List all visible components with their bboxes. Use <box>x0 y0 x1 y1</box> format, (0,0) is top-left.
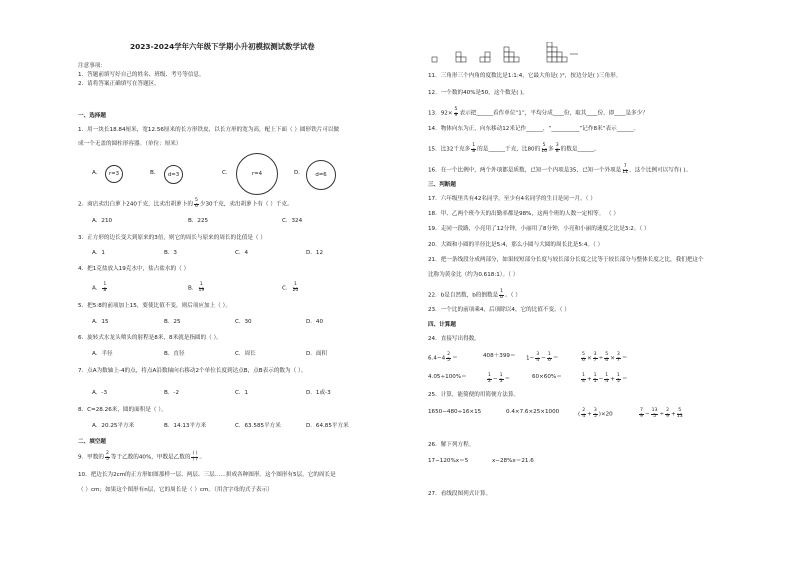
q7-option-a: A．-3 <box>92 390 107 396</box>
section-fill: 二、填空题 <box>78 439 106 445</box>
circle-icon <box>105 165 123 183</box>
q7-option-c: C．1 <box>235 390 249 396</box>
circle-label: r=4 <box>251 171 263 177</box>
q27-text: 27．看线段图列式计算。 <box>428 491 492 497</box>
q2-option-b: B．225 <box>188 218 209 224</box>
q25-expr-3: ( $\frac{2}{4}$ + $\frac{3}{5}$ )×20 <box>578 408 613 419</box>
q11-text: 11．三角形三个内角的度数比是1:1:4，它最大角是( )°，按边分是( )三角形。 <box>428 73 622 79</box>
circle-icon <box>236 153 278 195</box>
q1-option-b: B． <box>150 170 160 176</box>
q7-option-d: D．1或-3 <box>306 390 331 396</box>
fraction: $\frac{5}{6}$ <box>194 198 198 209</box>
q6-option-d: D．面积 <box>306 351 328 357</box>
fraction: $\frac{5}{6}$ <box>605 352 609 363</box>
q24-expr-3: 1− $\frac{3}{4}$ − $\frac{1}{6}$ ＝ <box>526 352 559 363</box>
q1-line1: 1．用一块长18.84厘米，宽12.56厘米的长方形铁皮，以长方形的宽为高，配上下面（ ）圆形铁片可以做 <box>78 127 340 133</box>
q1-line2: 成一个无盖的圆柱形容器。（单位：厘米） <box>78 141 182 147</box>
fraction: $\frac{2}{4}$ <box>582 408 586 419</box>
fraction: $\frac{3}{7}$ <box>616 352 620 363</box>
q6-option-a: A．半径 <box>92 351 113 357</box>
q24-expr-2: 408＋399＝ <box>483 353 516 359</box>
section-calc: 四、计算题 <box>428 322 456 328</box>
q8-option-d: D．64.85平方米 <box>306 423 349 429</box>
notes-item-1: 1．答题前填写好自己的姓名、班级、考号等信息。 <box>78 72 205 78</box>
q1-option-a: A． <box>92 170 102 176</box>
fraction: $\frac{1}{5}$ <box>593 373 597 384</box>
q25-text: 25．计算，能简便的用简便方法算。 <box>428 392 520 398</box>
notes-heading: 注意事项： <box>78 63 106 69</box>
q1-option-c: C． <box>222 170 232 176</box>
q8-text: 8．C=28.26米，圆的面积是（ ）。 <box>78 407 167 413</box>
q3-option-a: A．1 <box>92 250 105 256</box>
q3-option-d: D．12 <box>306 250 324 256</box>
q13-text: 13．92× $\frac{5}{9}$ 表示把______看作单位“1”，平均分成____份，取其____份，即____是多少？ <box>428 107 648 118</box>
fraction: $\frac{1}{b}$ <box>500 289 504 300</box>
q14-text: 14．物体向东为正，向东移动12米记作______，“__________”记作8米“表示______。 <box>428 126 640 132</box>
q5-option-c: C．30 <box>235 319 252 325</box>
fraction: $\frac{1}{20}$ <box>292 282 299 293</box>
q1-option-d: D． <box>294 170 304 176</box>
circle-label: d=6 <box>315 172 327 178</box>
q20-text: 20．大圆和小圆的半径比是5:4，那么小圆与大圆的周长比是5:4。（ ） <box>428 242 604 248</box>
fraction: $\frac{2}{5}$ <box>447 352 451 363</box>
q21-line2: 比称为黄金比（约为0.618:1）。（ ） <box>428 272 519 278</box>
fraction: $\frac{2}{5}$ <box>105 451 109 462</box>
q5-option-b: B．25 <box>164 319 181 325</box>
q24-expr-4: $\frac{5}{6}$ × $\frac{3}{7}$ ÷ $\frac{5}{6}$ × $\frac{3}{7}$ ＝ <box>582 352 628 363</box>
fraction: $\frac{1}{2}$ <box>488 373 491 384</box>
q15-text: 15．比32千克多 $\frac{1}{8}$ 的是______千克，比80的 $\frac{5}{16}$ 多 $\frac{3}{8}$ 的数是______。 <box>428 143 600 154</box>
fraction: $\frac{1}{8}$ <box>103 282 107 293</box>
q8-option-b: B．14.13平方米 <box>164 423 207 429</box>
q8-option-c: C．63.585平方米 <box>235 423 281 429</box>
q12-text: 12．一个数的40%是50，这个数是( )。 <box>428 90 528 96</box>
fraction: $\frac{13}{5}$ <box>651 408 658 419</box>
q8-option-a: A．20.25平方米 <box>92 423 135 429</box>
fraction: $\frac{1}{6}$ <box>547 352 551 363</box>
q26-eq-2: x−28%x＝21.6 <box>492 458 534 464</box>
q9-text: 9．甲数的 $\frac{2}{5}$ 等于乙数的40%，甲数是乙数的 $\frac{( )}{( )}$ 。 <box>78 451 206 462</box>
q24-expr-7: 60×60%＝ <box>532 374 562 380</box>
fraction: $\frac{2}{9}$ <box>666 408 670 419</box>
q5-text: 5．把5:8的前项加上15，要使比值不变，则后项应加上（ ）。 <box>78 303 231 309</box>
fraction: $\frac{1}{5}$ <box>616 373 620 384</box>
q16-text: 16．在一个比例中，两个外项都是质数，已知一个内项是35，已知一个外项是 $\frac{7}{11}$ ，这个比例可以写作( )。 <box>428 164 692 175</box>
fraction: $\frac{3}{4}$ <box>536 352 540 363</box>
q6-option-c: C．周长 <box>235 351 256 357</box>
q10-line2: （ ）cm；如果这个图形有n层，它的周长是（ ）cm。（用含字母的式子表示） <box>78 487 273 493</box>
circle-label: r=3 <box>108 171 120 177</box>
q4-option-a: A． $\frac{1}{8}$ <box>92 282 107 293</box>
q6-option-b: B．直径 <box>164 351 185 357</box>
q24-expr-8: $\frac{1}{4}$ + $\frac{1}{5}$ − $\frac{1}{4}$ + $\frac{1}{5}$ ＝ <box>582 373 628 384</box>
q24-text: 24．直接写出得数。 <box>428 336 480 342</box>
fraction: $\frac{7}{11}$ <box>622 164 629 175</box>
section-judge: 三、判断题 <box>428 182 456 188</box>
fraction: $\frac{3}{5}$ <box>593 408 597 419</box>
q2-option-a: A．210 <box>92 218 113 224</box>
q25-expr-2: 0.4×7.6×25×1000 <box>506 409 560 415</box>
circle-icon <box>164 165 183 184</box>
q24-expr-1: 6.4−4 $\frac{2}{5}$ ＝ <box>428 352 458 363</box>
q5-option-d: D．40 <box>306 319 324 325</box>
q21-line1: 21．把一条线段分成两部分，如果较短部分长度与较长部分长度之比等于较长部分与整体长度之比，我们把这个 <box>428 257 704 263</box>
q26-eq-1: 17−120%x＝5 <box>428 458 469 464</box>
q24-expr-5: 4.05÷100%＝ <box>428 374 467 380</box>
q3-option-b: B．3 <box>164 250 177 256</box>
q2-text: 2．商店卖出白萝卜240千克，比卖出胡萝卜的 $\frac{5}{6}$ 少30千克，卖出胡萝卜有（ ）千克。 <box>78 198 293 209</box>
q3-text: 3．正方形的边长变大到原来的3倍，则它的周长与原来的周长的比值是（ ） <box>78 235 266 241</box>
fraction: $\frac{1}{4}$ <box>582 373 585 384</box>
q25-expr-4: $\frac{7}{9}$ − $\frac{13}{5}$ ÷ $\frac{2}{9}$ + $\frac{5}{13}$ <box>640 408 683 419</box>
q6-text: 6．旋转式水龙头喷头的射程是8米，8米就是指圆的（ ）。 <box>78 335 222 341</box>
q3-option-c: C．4 <box>235 250 249 256</box>
q4-text: 4．把1克盐放入19克水中，盐占盐水的（ ） <box>78 266 190 272</box>
fraction: $\frac{5}{6}$ <box>582 352 585 363</box>
fraction: $\frac{5}{16}$ <box>541 143 548 154</box>
q4-option-c: C． $\frac{1}{20}$ <box>282 282 299 293</box>
fraction: $\frac{5}{13}$ <box>676 408 683 419</box>
q5-option-a: A．15 <box>92 319 109 325</box>
q18-text: 18．甲、乙两个班今天的出勤率都是98%，这两个班的人数一定相等。 （ ） <box>428 211 619 217</box>
q19-text: 19．走同一段路，小亮用了12分钟，小丽用了8分钟，小亮和小丽的速度之比是3:2。（ ） <box>428 226 650 232</box>
fraction: $\frac{3}{7}$ <box>593 352 597 363</box>
fraction: $\frac{1}{4}$ <box>605 373 609 384</box>
q24-expr-6: $\frac{1}{2}$ − $\frac{1}{3}$ ＝ <box>488 373 511 384</box>
section-choice: 一、选择题 <box>78 113 106 119</box>
q23-text: 23．一个比的前项乘4，后项除以4，它的比值不变。（ ） <box>428 307 570 313</box>
q7-option-b: B．-2 <box>164 390 180 396</box>
page-title: 2023-2024学年六年级下学期小升初模拟测试数学试卷 <box>130 42 315 51</box>
fraction: $\frac{7}{9}$ <box>640 408 643 419</box>
fraction: $\frac{( )}{( )}$ <box>192 451 198 462</box>
q7-text: 7．点A为数轴上-4的点，将点A沿数轴向右移动2个单位长度到达点B，点B表示的数为（ ）。 <box>78 368 307 374</box>
q26-text: 26．解下列方程。 <box>428 442 475 448</box>
fraction: $\frac{1}{8}$ <box>472 143 476 154</box>
q10-line1: 10．把边长为2cm的正方形如图那样一层、两层、三层……拼成各种图形。这个图形有5层，它的周长是 <box>78 472 336 478</box>
q17-text: 17．六年级里共有42名同学，至少有4名同学的生日是同一月。（ ） <box>428 196 596 202</box>
fraction: $\frac{3}{8}$ <box>555 143 559 154</box>
fraction: $\frac{1}{19}$ <box>198 282 205 293</box>
q2-option-c: C．324 <box>282 218 303 224</box>
q4-option-b: B． $\frac{1}{19}$ <box>188 282 205 293</box>
fraction: $\frac{1}{3}$ <box>499 373 503 384</box>
notes-item-2: 2．请将答案正确填写在答题区。 <box>78 81 160 87</box>
stacked-squares-figure <box>430 42 580 64</box>
q25-expr-1: 1650−480÷16×15 <box>428 409 482 415</box>
circle-label: d=3 <box>167 171 180 178</box>
fraction: $\frac{5}{9}$ <box>454 107 458 118</box>
q22-text: 22．b是自然数，b的倒数是 $\frac{1}{b}$ 。（ ） <box>428 289 521 300</box>
circle-icon <box>306 160 336 190</box>
